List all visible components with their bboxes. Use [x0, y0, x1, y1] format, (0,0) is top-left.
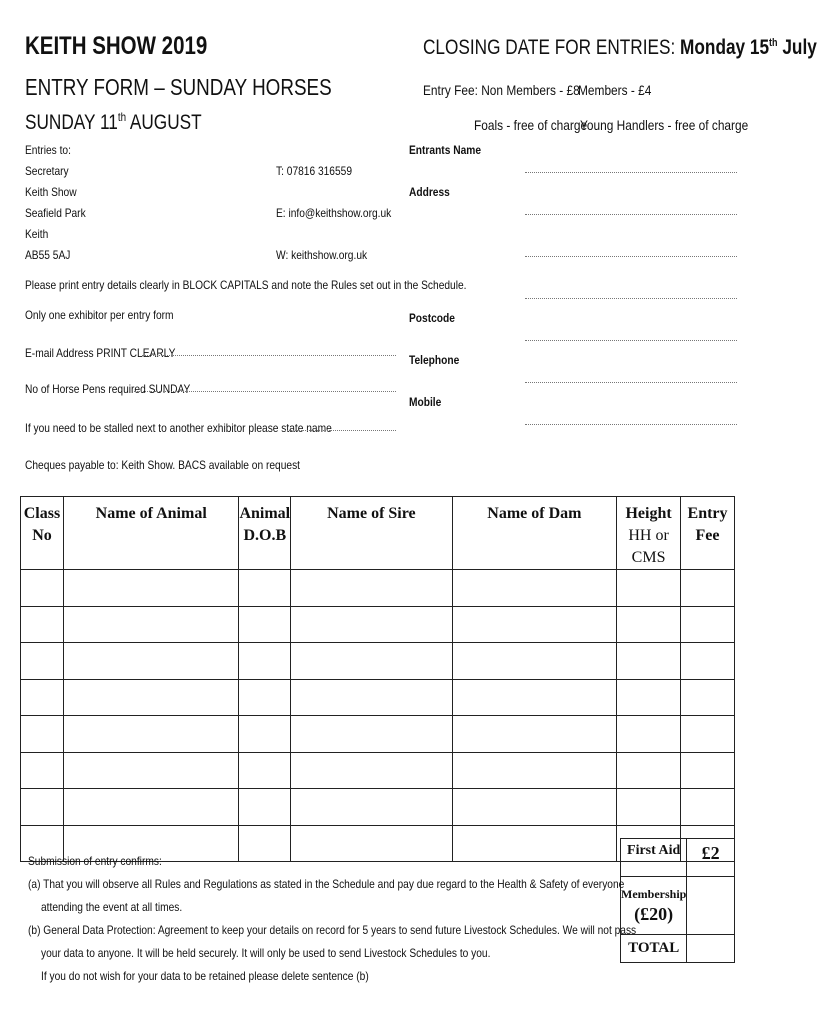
- cell-dob[interactable]: [239, 716, 291, 753]
- cell-sire[interactable]: [291, 570, 453, 607]
- header-animal-name: Name of Animal: [63, 497, 238, 570]
- total-amount-field[interactable]: [687, 935, 735, 963]
- cheques-note: Cheques payable to: Keith Show. BACS available on request: [25, 458, 301, 472]
- cell-animal[interactable]: [63, 643, 238, 680]
- cell-sire[interactable]: [291, 789, 453, 826]
- cell-class[interactable]: [21, 752, 64, 789]
- show-date: SUNDAY 11th AUGUST: [25, 110, 202, 134]
- cell-dob[interactable]: [239, 570, 291, 607]
- header-entry-fee: Entry Fee: [681, 497, 735, 570]
- telephone-label: Telephone: [409, 353, 460, 367]
- postcode-field[interactable]: [525, 340, 737, 341]
- cell-sire[interactable]: [291, 606, 453, 643]
- print-note: Please print entry details clearly in BLOCK CAPITALS and note the Rules set out in the Schedule.: [25, 278, 467, 292]
- cell-fee[interactable]: [681, 716, 735, 753]
- first-aid-value: £2: [687, 839, 735, 877]
- entrants-name-label: Entrants Name: [409, 143, 481, 157]
- cell-sire[interactable]: [291, 643, 453, 680]
- cell-sire[interactable]: [291, 752, 453, 789]
- cell-height[interactable]: [617, 789, 681, 826]
- foals-fee: Foals - free of charge: [474, 117, 588, 133]
- cell-class[interactable]: [21, 789, 64, 826]
- cell-dam[interactable]: [452, 606, 616, 643]
- header-class-no: Class No: [21, 497, 64, 570]
- cell-dam[interactable]: [452, 643, 616, 680]
- cell-fee[interactable]: [681, 752, 735, 789]
- cell-animal[interactable]: [63, 752, 238, 789]
- header-sire: Name of Sire: [291, 497, 453, 570]
- cell-class[interactable]: [21, 606, 64, 643]
- membership-amount-field[interactable]: [687, 877, 735, 935]
- address-line-postcode: AB55 5AJ: [25, 248, 71, 262]
- entries-to-label: Entries to:: [25, 143, 71, 157]
- cell-dam[interactable]: [452, 716, 616, 753]
- cell-class[interactable]: [21, 679, 64, 716]
- address-label: Address: [409, 185, 450, 199]
- form-title: ENTRY FORM – SUNDAY HORSES: [25, 74, 332, 100]
- cell-animal[interactable]: [63, 606, 238, 643]
- cell-animal[interactable]: [63, 570, 238, 607]
- cell-dob[interactable]: [239, 643, 291, 680]
- entry-fee-non-members: Entry Fee: Non Members - £8: [423, 82, 580, 98]
- membership-label: Membership: [621, 887, 687, 901]
- header-dam: Name of Dam: [452, 497, 616, 570]
- entries-table: [20, 496, 735, 862]
- address-field-line-1[interactable]: [525, 214, 737, 215]
- table-row[interactable]: [21, 752, 735, 789]
- one-exhibitor-note: Only one exhibitor per entry form: [25, 308, 174, 322]
- cell-dam[interactable]: [452, 789, 616, 826]
- cell-fee[interactable]: [681, 679, 735, 716]
- postcode-label: Postcode: [409, 311, 455, 325]
- cell-dob[interactable]: [239, 679, 291, 716]
- cell-fee[interactable]: [681, 643, 735, 680]
- cell-animal[interactable]: [63, 679, 238, 716]
- address-line-keith-show: Keith Show: [25, 185, 77, 199]
- table-row[interactable]: [21, 679, 735, 716]
- first-aid-label: First Aid: [621, 839, 687, 877]
- address-field-line-2[interactable]: [525, 256, 737, 257]
- cell-fee[interactable]: [681, 570, 735, 607]
- mobile-label: Mobile: [409, 395, 442, 409]
- cell-dam[interactable]: [452, 570, 616, 607]
- cell-height[interactable]: [617, 643, 681, 680]
- cell-height[interactable]: [617, 752, 681, 789]
- contact-email: E: info@keithshow.org.uk: [276, 206, 392, 220]
- table-row[interactable]: [21, 570, 735, 607]
- table-row[interactable]: [21, 606, 735, 643]
- horse-pens-label: No of Horse Pens required SUNDAY: [25, 382, 191, 396]
- stalled-next-to-field[interactable]: [285, 430, 396, 431]
- header-height: Height HH or CMS: [617, 497, 681, 570]
- cell-dam[interactable]: [452, 752, 616, 789]
- address-line-keith: Keith: [25, 227, 49, 241]
- telephone-field[interactable]: [525, 382, 737, 383]
- young-handlers-fee: Young Handlers - free of charge: [580, 117, 749, 133]
- show-title: KEITH SHOW 2019: [25, 32, 208, 60]
- entry-fee-members: Members - £4: [578, 82, 652, 98]
- point-b-line-1: (b) General Data Protection: Agreement to keep your details on record for 5 years to send future Livestock Schedules. We will not pass: [28, 923, 637, 937]
- stalled-next-to-label: If you need to be stalled next to another exhibitor please state name: [25, 421, 332, 435]
- point-a-line-1: (a) That you will observe all Rules and Regulations as stated in the Schedule and pay due regard to the Health & Safety of everyone: [28, 877, 625, 891]
- cell-animal[interactable]: [63, 789, 238, 826]
- point-b-line-3: If you do not wish for your data to be retained please delete sentence (b): [41, 969, 369, 983]
- address-line-seafield-park: Seafield Park: [25, 206, 86, 220]
- table-header-row: [21, 497, 735, 570]
- cell-fee[interactable]: [681, 789, 735, 826]
- address-line-secretary: Secretary: [25, 164, 69, 178]
- header-animal-dob: Animal D.O.B: [239, 497, 291, 570]
- table-row[interactable]: [21, 789, 735, 826]
- cell-height[interactable]: [617, 606, 681, 643]
- email-field[interactable]: [142, 355, 396, 356]
- cell-fee[interactable]: [681, 606, 735, 643]
- cell-animal[interactable]: [63, 716, 238, 753]
- table-row[interactable]: [21, 643, 735, 680]
- cell-dob[interactable]: [239, 752, 291, 789]
- cell-dob[interactable]: [239, 825, 291, 862]
- cell-height[interactable]: [617, 570, 681, 607]
- cell-class[interactable]: [21, 716, 64, 753]
- cell-sire[interactable]: [291, 825, 453, 862]
- membership-value: (£20): [634, 904, 674, 924]
- address-field-line-3[interactable]: [525, 298, 737, 299]
- point-a-line-2: attending the event at all times.: [41, 900, 183, 914]
- cell-height[interactable]: [617, 679, 681, 716]
- contact-web: W: keithshow.org.uk: [276, 248, 368, 262]
- cell-dam[interactable]: [452, 679, 616, 716]
- cell-dob[interactable]: [239, 789, 291, 826]
- cell-sire[interactable]: [291, 716, 453, 753]
- contact-phone: T: 07816 316559: [276, 164, 353, 178]
- total-label: TOTAL: [621, 935, 687, 963]
- submission-heading: Submission of entry confirms:: [28, 854, 162, 868]
- cell-dob[interactable]: [239, 606, 291, 643]
- entrants-name-field[interactable]: [525, 172, 737, 173]
- cell-height[interactable]: [617, 716, 681, 753]
- closing-date: CLOSING DATE FOR ENTRIES: Monday 15th July: [423, 36, 817, 59]
- point-b-line-2: your data to anyone. It will be held securely. It will only be used to send Livestock Schedules to you.: [41, 946, 491, 960]
- cell-sire[interactable]: [291, 679, 453, 716]
- fees-table: [620, 838, 735, 963]
- table-row[interactable]: [21, 716, 735, 753]
- mobile-field[interactable]: [525, 424, 737, 425]
- email-label: E-mail Address PRINT CLEARLY: [25, 346, 176, 360]
- cell-class[interactable]: [21, 570, 64, 607]
- cell-dam[interactable]: [452, 825, 616, 862]
- cell-class[interactable]: [21, 643, 64, 680]
- horse-pens-field[interactable]: [134, 391, 396, 392]
